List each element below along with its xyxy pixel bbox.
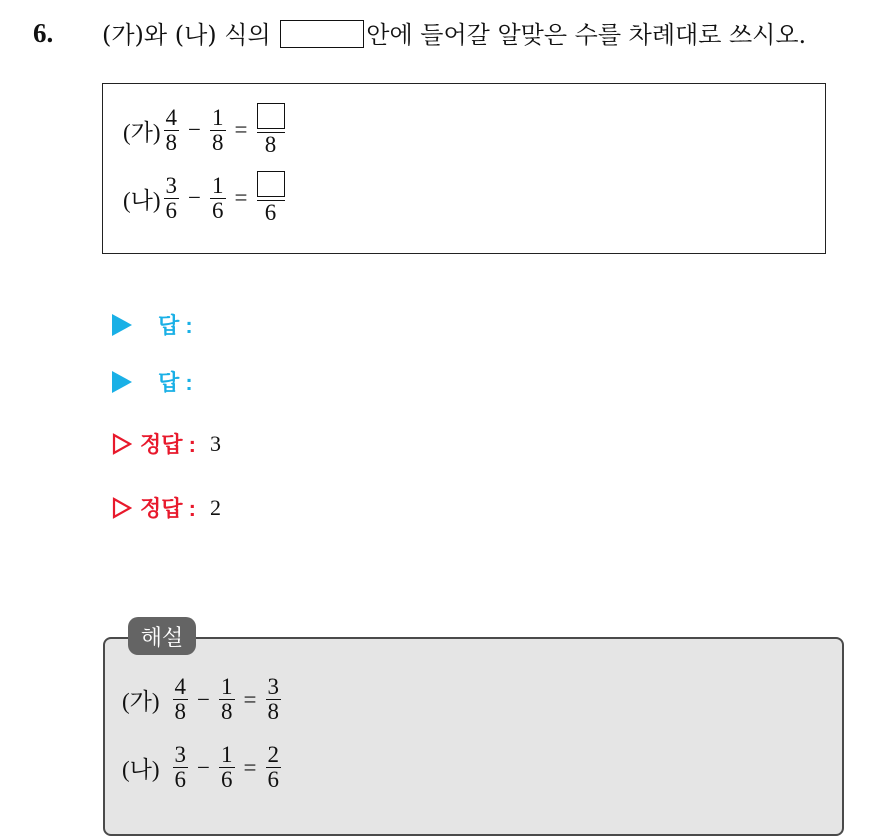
denominator: 6 (165, 197, 178, 223)
question-text (102, 19, 806, 51)
equals-sign: = (243, 754, 257, 780)
solution-expression-b (122, 743, 284, 792)
correct-answer-value: 3 (209, 430, 221, 456)
correct-answer-2 (112, 492, 221, 523)
fraction (164, 106, 180, 155)
problem-box (102, 83, 826, 254)
answer-blank-square (257, 103, 285, 129)
denominator: 6 (267, 767, 280, 792)
denominator: 6 (221, 767, 233, 792)
question-text-before: (가)와 (나) 식의 (102, 21, 271, 49)
solution-expression-a (122, 675, 284, 724)
expr-label: (나) (123, 187, 161, 213)
correct-answer-1 (112, 428, 221, 459)
minus-sign: − (197, 686, 211, 712)
play-triangle-icon (112, 371, 132, 393)
numerator: 1 (221, 742, 233, 767)
numerator: 1 (212, 104, 224, 130)
solution-tag: 해설 (128, 617, 196, 655)
denominator: 8 (264, 132, 277, 157)
denominator: 6 (174, 767, 187, 792)
blank-box (280, 20, 364, 48)
fraction-with-blank (257, 103, 285, 157)
equals-sign: = (234, 185, 248, 210)
fraction (219, 675, 235, 724)
outline-triangle-icon (112, 497, 132, 519)
equals-sign: = (243, 686, 257, 712)
numerator: 4 (174, 674, 187, 699)
correct-answer-label: 정답 : (140, 432, 196, 457)
question-text-after: 안에 들어갈 알맞은 수를 차례대로 쓰시오. (366, 21, 807, 49)
numerator: 1 (212, 172, 224, 198)
play-triangle-icon (112, 314, 132, 336)
answer-label: 답 : (158, 370, 193, 395)
fraction (164, 174, 180, 223)
denominator: 8 (212, 129, 224, 155)
answer-prompt-1 (112, 309, 193, 340)
fraction (219, 743, 235, 792)
numerator: 4 (165, 104, 178, 130)
correct-answer-label: 정답 : (140, 496, 196, 521)
correct-answer-value: 2 (209, 494, 221, 520)
problem-expression-a (123, 103, 288, 157)
fraction (173, 675, 189, 724)
minus-sign: − (188, 185, 202, 210)
fraction (173, 743, 189, 792)
equals-sign: = (234, 117, 248, 142)
minus-sign: − (188, 117, 202, 142)
numerator: 3 (267, 674, 280, 699)
denominator: 6 (264, 200, 277, 225)
denominator: 8 (221, 699, 233, 724)
answer-label: 답 : (158, 313, 193, 338)
expr-label: (가) (123, 119, 161, 145)
numerator: 1 (221, 674, 233, 699)
solution-box (103, 637, 844, 836)
fraction (210, 106, 226, 155)
problem-expression-b (123, 171, 288, 225)
denominator: 6 (212, 197, 224, 223)
numerator: 2 (267, 742, 280, 767)
expr-label: (나) (122, 757, 160, 782)
expr-label: (가) (122, 689, 160, 714)
fraction-with-blank (257, 171, 285, 225)
answer-blank-square (257, 171, 285, 197)
denominator: 8 (174, 699, 187, 724)
fraction (210, 174, 226, 223)
denominator: 8 (267, 699, 280, 724)
answer-prompt-2 (112, 366, 193, 397)
fraction (266, 743, 282, 792)
fraction (266, 675, 282, 724)
question-number: 6. (33, 18, 54, 48)
numerator: 3 (165, 172, 178, 198)
numerator: 3 (174, 742, 187, 767)
outline-triangle-icon (112, 433, 132, 455)
denominator: 8 (165, 129, 178, 155)
minus-sign: − (197, 754, 211, 780)
